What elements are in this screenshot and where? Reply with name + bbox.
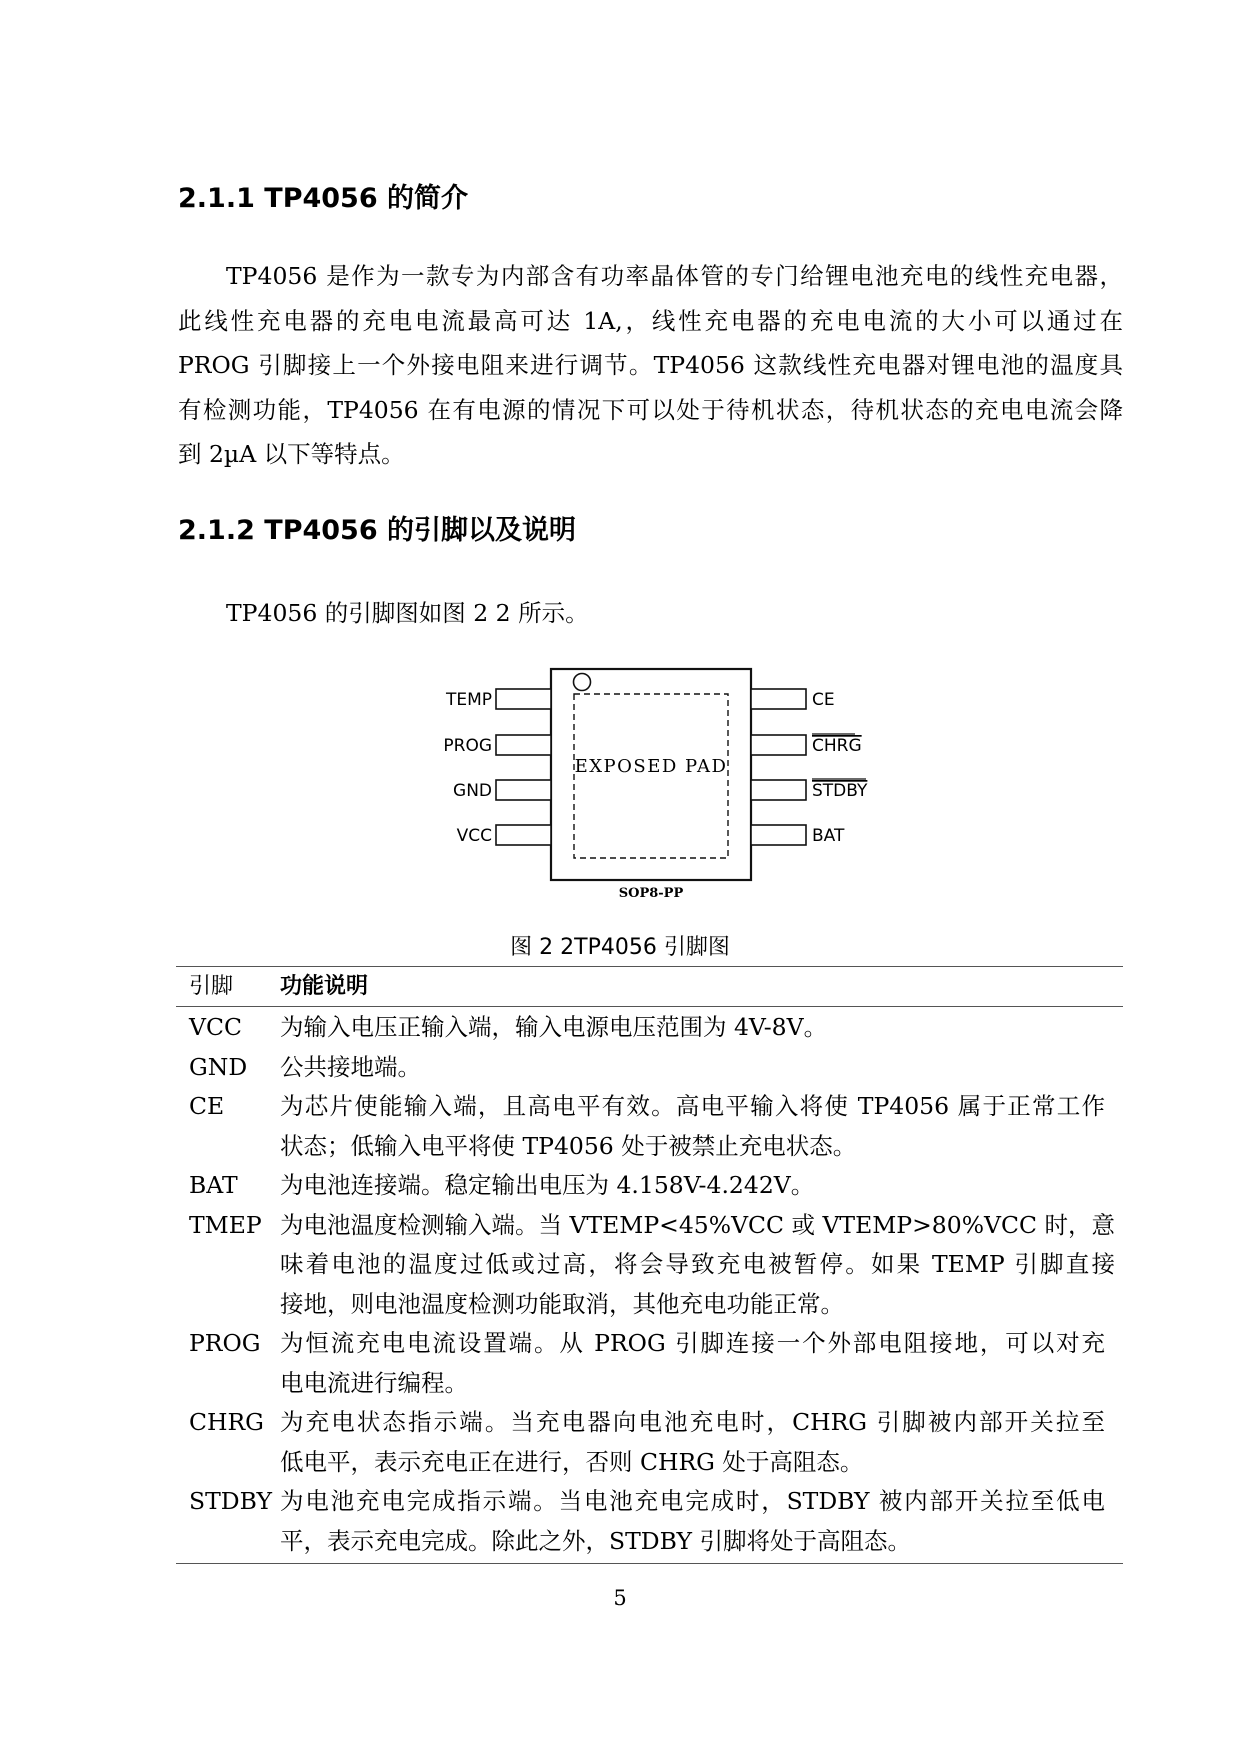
pin-lead (751, 689, 806, 709)
pin-lead (496, 689, 551, 709)
desc-cell (280, 1166, 1123, 1206)
intro-line: 此线性充电器的充电电流最高可达 1A,，线性充电器的充电电流的大小可以通过在 (178, 306, 1123, 335)
desc-line: 低电平，表示充电正在进行，否则 CHRG 处于高阻态。 (280, 1447, 864, 1476)
desc-line: 为电池连接端。稳定输出电压为 4.158V-4.242V。 (280, 1171, 815, 1199)
table-row (176, 1087, 1123, 1166)
table-header-row (176, 967, 1123, 1006)
exposed-pad-label: EXPOSED PAD (574, 756, 728, 777)
table-bottom-rule (176, 1563, 1123, 1564)
pin-cell: TMEP (189, 1210, 262, 1239)
desc-line: 为电池温度检测输入端。当 VTEMP<45%VCC 或 VTEMP>80%VCC 时，意 (280, 1210, 1115, 1239)
pin-cell: CE (189, 1092, 225, 1120)
section-title-pins: 2.1.2 TP4056 的引脚以及说明 (178, 515, 577, 546)
pin-label-temp: TEMP (445, 690, 492, 710)
intro-line: 有检测功能，TP4056 在有电源的情况下可以处于待机状态，待机状态的充电电流会降 (178, 395, 1123, 424)
pin-cell: BAT (189, 1171, 238, 1199)
header-pin: 引脚 (189, 974, 234, 999)
pin-cell: PROG (189, 1329, 261, 1357)
pin-cell: STDBY (189, 1487, 272, 1515)
desc-line: 电电流进行编程。 (280, 1368, 468, 1397)
table-row (176, 1048, 1123, 1088)
page-number: 5 (613, 1586, 627, 1610)
table-row (176, 1324, 1123, 1403)
pin1-marker-icon (574, 674, 591, 691)
pin-lead (496, 780, 551, 800)
desc-cell (280, 1008, 1123, 1048)
pin-label-bat: BAT (812, 826, 845, 846)
pin-lead (751, 735, 806, 755)
pinout-diagram (434, 660, 884, 900)
pin-intro-text: TP4056 的引脚图如图 2 2 所示。 (226, 599, 589, 627)
figure-caption: 图 2 2TP4056 引脚图 (510, 935, 730, 960)
desc-line: 味着电池的温度过低或过高，将会导致充电被暂停。如果 TEMP 引脚直接 (280, 1250, 1115, 1278)
intro-line: PROG 引脚接上一个外接电阻来进行调节。TP4056 这款线性充电器对锂电池的温度具 (178, 351, 1123, 379)
intro-paragraph (178, 254, 1123, 477)
pin-lead (496, 735, 551, 755)
desc-line: 为芯片使能输入端，且高电平有效。高电平输入将使 TP4056 属于正常工作 (280, 1092, 1105, 1120)
desc-line: 平，表示充电完成。除此之外，STDBY 引脚将处于高阻态。 (280, 1526, 911, 1555)
pin-cell: CHRG (189, 1408, 264, 1436)
desc-cell (280, 1324, 1123, 1403)
intro-line: TP4056 是作为一款专为内部含有功率晶体管的专门给锂电池充电的线性充电器， (226, 262, 1123, 290)
table-row (176, 1166, 1123, 1206)
desc-line: 接地，则电池温度检测功能取消，其他充电功能正常。 (280, 1289, 844, 1318)
pin-label-gnd: GND (453, 781, 492, 801)
pinout-figure (434, 660, 884, 900)
section-title-intro: 2.1.1 TP4056 的简介 (178, 183, 469, 214)
desc-line: 为输入电压正输入端，输入电源电压范围为 4V-8V。 (280, 1013, 828, 1041)
desc-cell (280, 1087, 1123, 1166)
desc-line: 为恒流充电电流设置端。从 PROG 引脚连接一个外部电阻接地，可以对充 (280, 1329, 1105, 1357)
pin-function-table (176, 966, 1123, 1564)
pin-label-chrg: CHRG (812, 736, 862, 756)
pin-lead (496, 825, 551, 845)
table-row (176, 1403, 1123, 1482)
pin-intro-paragraph (178, 591, 878, 636)
desc-line: 为电池充电完成指示端。当电池充电完成时，STDBY 被内部开关拉至低电 (280, 1487, 1105, 1515)
table-row (176, 1206, 1123, 1325)
table-row (176, 1008, 1123, 1048)
desc-cell (280, 1403, 1123, 1482)
pin-lead (751, 825, 806, 845)
desc-cell (280, 1206, 1133, 1325)
desc-line: 为充电状态指示端。当充电器向电池充电时，CHRG 引脚被内部开关拉至 (280, 1408, 1105, 1436)
desc-line: 公共接地端。 (280, 1052, 421, 1081)
pin-label-ce: CE (812, 690, 835, 710)
pin-label-stdby: STDBY (812, 781, 868, 801)
package-label: SOP8-PP (618, 886, 684, 900)
pin-lead (751, 780, 806, 800)
table-row (176, 1482, 1123, 1561)
pin-cell: GND (189, 1052, 248, 1081)
desc-line: 状态；低输入电平将使 TP4056 处于被禁止充电状态。 (280, 1131, 857, 1160)
pin-cell: VCC (189, 1013, 242, 1041)
pin-label-prog: PROG (443, 736, 492, 756)
intro-line: 到 2µA 以下等特点。 (178, 440, 405, 468)
desc-cell (280, 1482, 1123, 1561)
header-function: 功能说明 (280, 974, 369, 999)
desc-cell (280, 1048, 1123, 1088)
pin-label-vcc: VCC (456, 826, 492, 846)
table-body (176, 1007, 1123, 1563)
